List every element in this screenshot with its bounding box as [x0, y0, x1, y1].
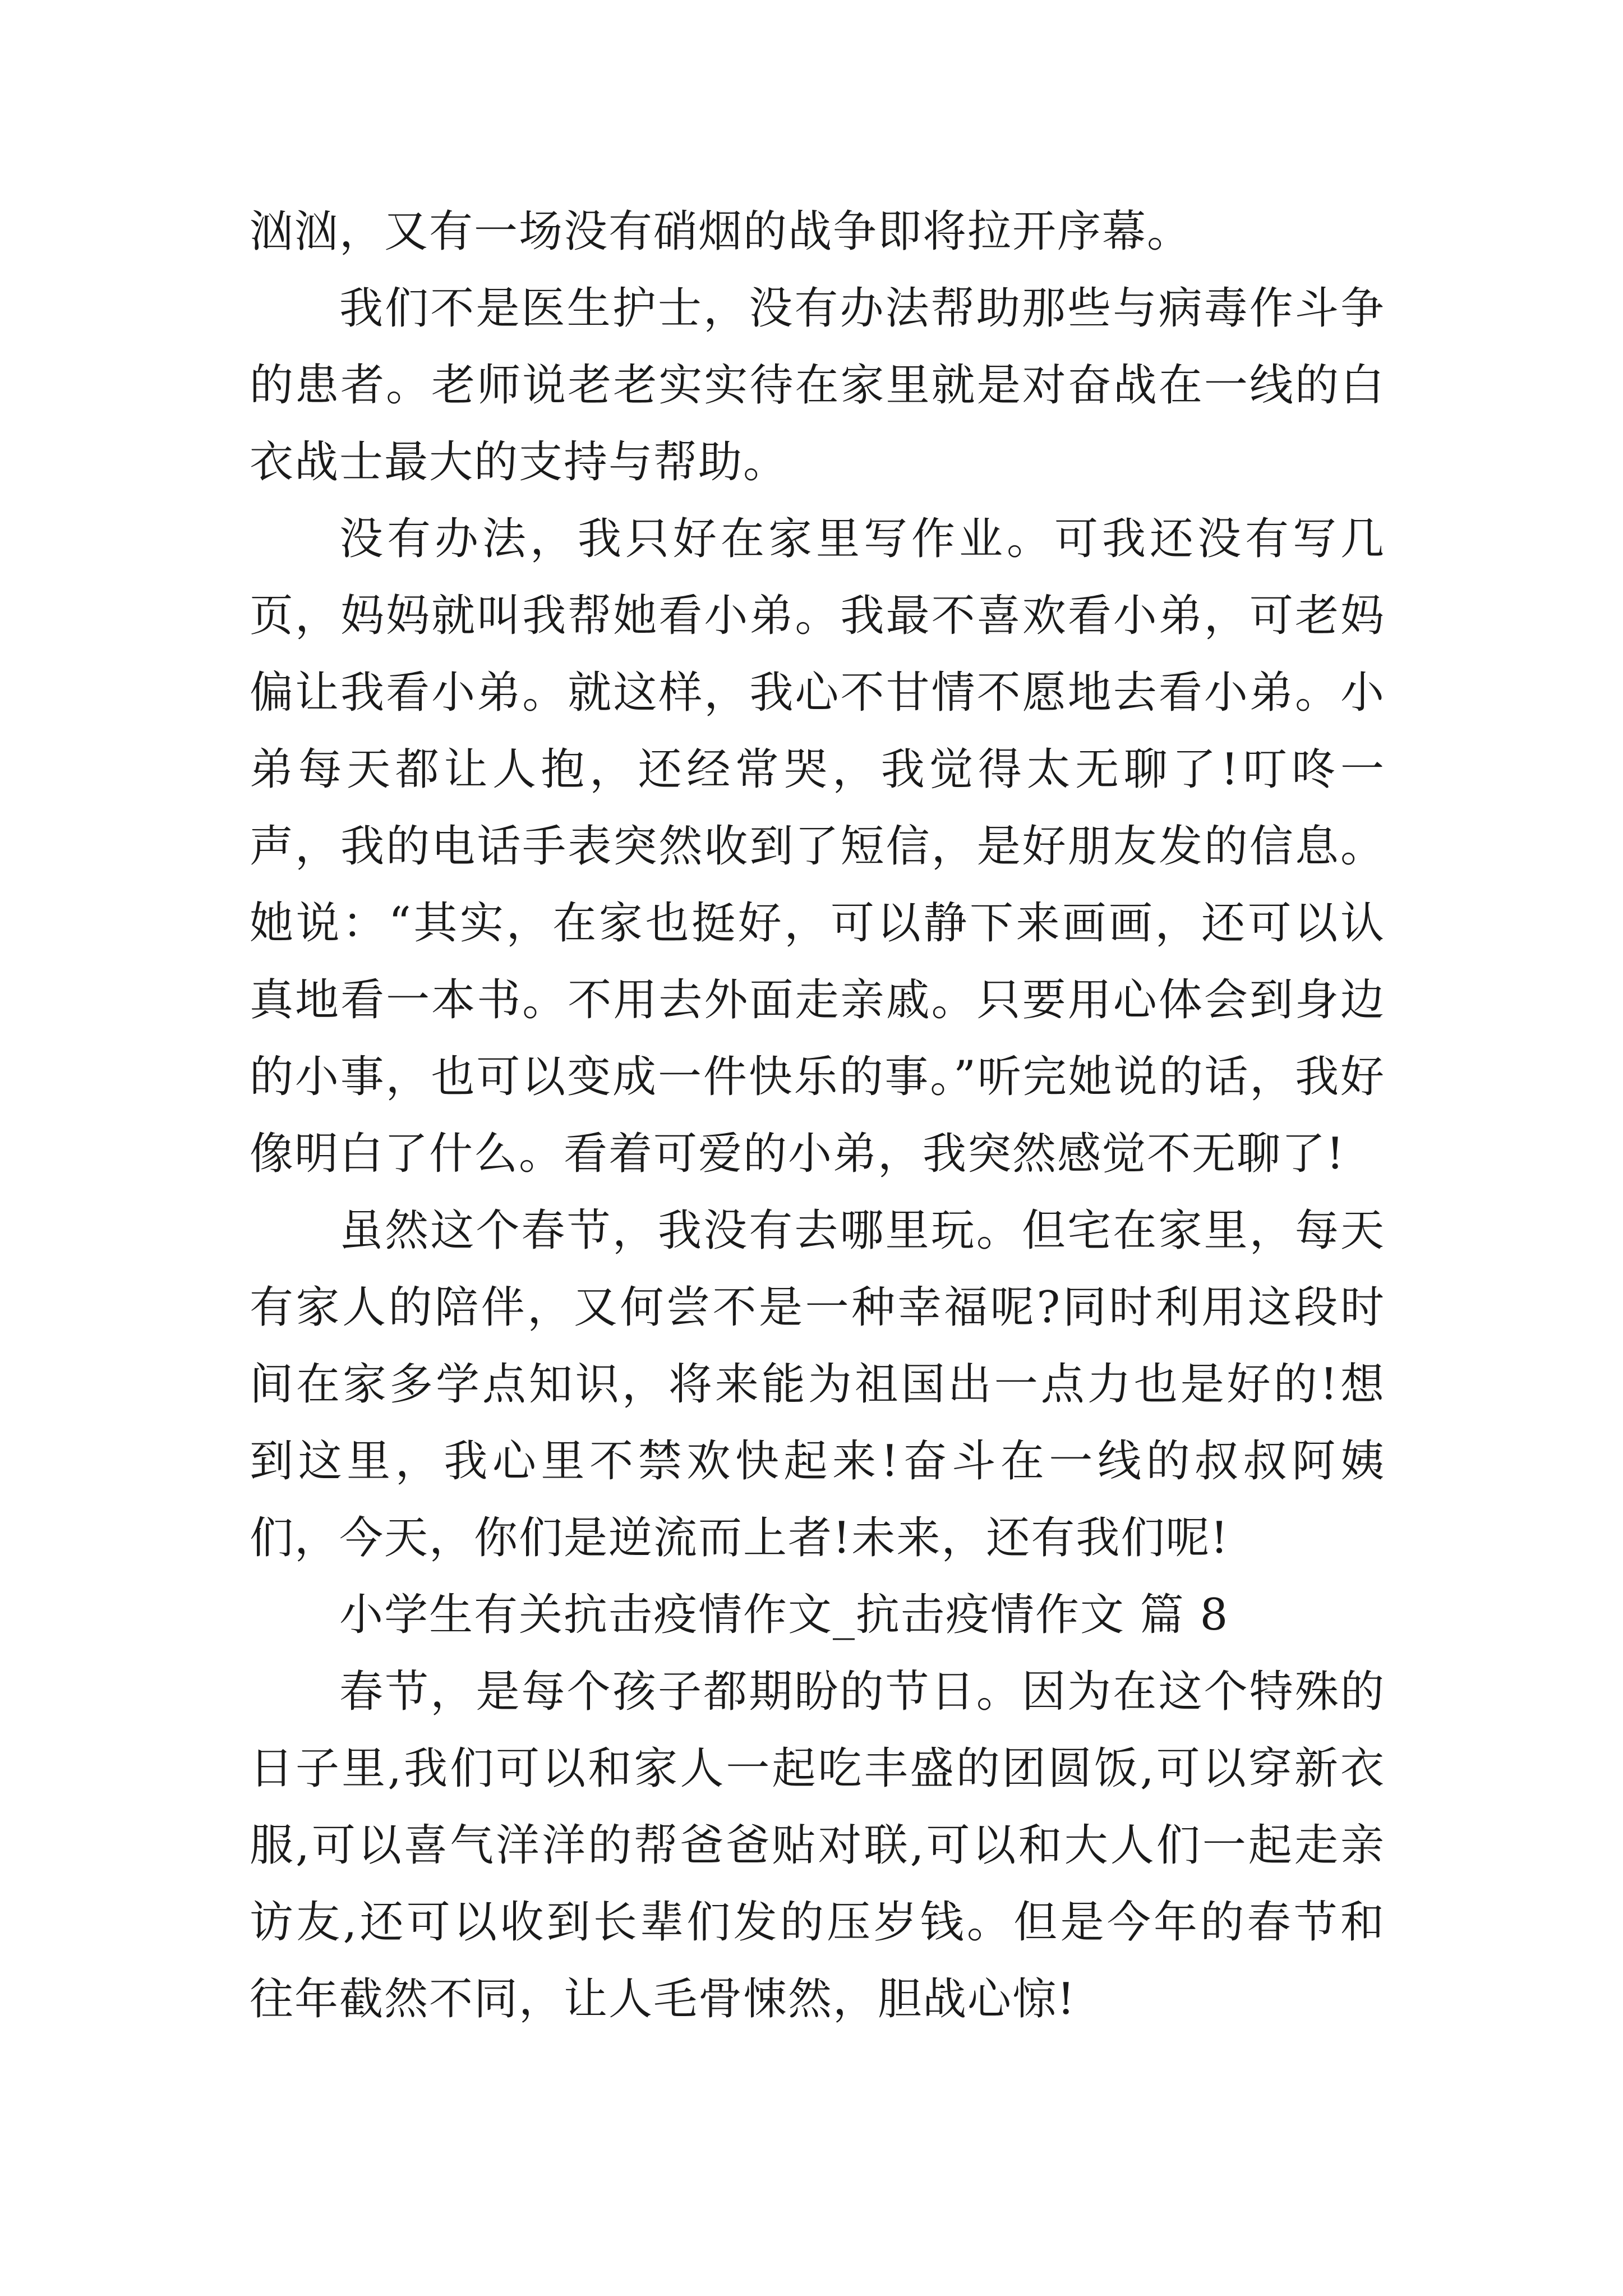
paragraph-continuation: 汹汹，又有一场没有硝烟的战争即将拉开序幕。: [250, 206, 1192, 257]
paragraph-homework: 没有办法，我只好在家里写作业。可我还没有写几页，妈妈就叫我帮她看小弟。我最不喜欢看小弟，可老妈偏让我看小弟。就这样，我心不甘情不愿地去看小弟。小弟每天都让人抱，还经常哭，我觉得太无聊了!叮咚一声，我的电话手表突然收到了短信，是好朋友发的信息。她说：“其实，在家也挺好，可以静下来画画，还可以认真地看一本书。不用去外面走亲戚。只要用心体会到身边的小事，也可以变成一件快乐的事。”听完她说的话，我好像明白了什么。看着可爱的小弟，我突然感觉不无聊了!: [250, 514, 1385, 1179]
section-heading: 小学生有关抗击疫情作文_抗击疫情作文 篇 8: [339, 1590, 1229, 1640]
document-body: [250, 194, 1385, 2038]
paragraph-spring-intro: 春节，是每个孩子都期盼的节日。因为在这个特殊的日子里,我们可以和家人一起吃丰盛的团圆饭,可以穿新衣服,可以喜气洋洋的帮爸爸贴对联,可以和大人们一起走亲访友,还可以收到长辈们发的压岁钱。但是今年的春节和往年截然不同，让人毛骨悚然，胆战心惊!: [250, 1667, 1385, 2024]
paragraph-doctors: 我们不是医生护士，没有办法帮助那些与病毒作斗争的患者。老师说老老实实待在家里就是对奋战在一线的白衣战士最大的支持与帮助。: [250, 283, 1385, 487]
paragraph-spring-festival: 虽然这个春节，我没有去哪里玩。但宅在家里，每天有家人的陪伴，又何尝不是一种幸福呢?同时利用这段时间在家多学点知识，将来能为祖国出一点力也是好的!想到这里，我心里不禁欢快起来!奋斗在一线的叔叔阿姨们，今天，你们是逆流而上者!未来，还有我们呢!: [250, 1205, 1385, 1563]
